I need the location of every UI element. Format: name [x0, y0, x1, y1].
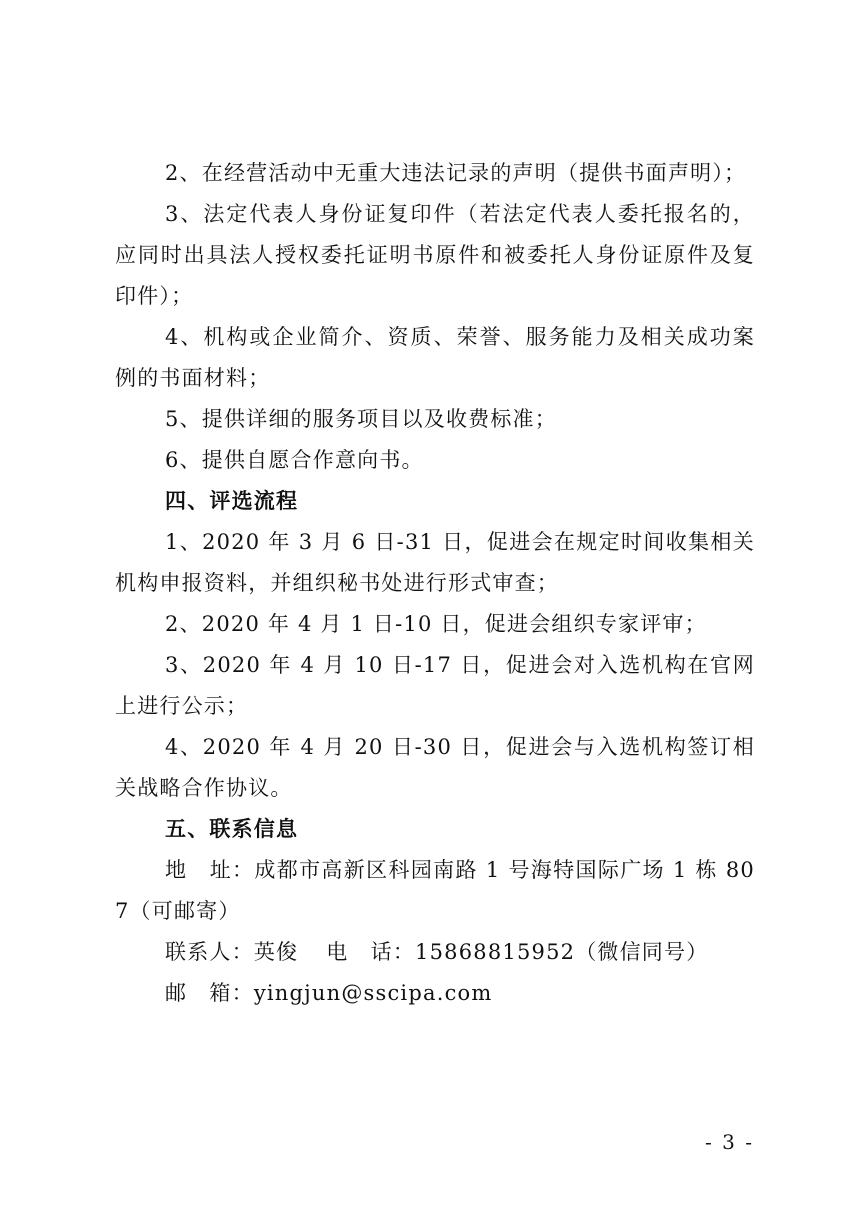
list-item: 4、机构或企业简介、资质、荣誉、服务能力及相关成功案例的书面材料；	[115, 325, 755, 390]
page-number: - 3 -	[705, 1130, 754, 1154]
contact-address	[115, 850, 755, 932]
list-item: 3、2020 年 4 月 10 日-17 日，促进会对入选机构在官网上进行公示；	[115, 653, 755, 718]
contact-email-line	[115, 973, 755, 1014]
list-item: 4、2020 年 4 月 20 日-30 日，促进会与入选机构签订相关战略合作协议。	[115, 735, 755, 800]
phone-label: 电 话：	[326, 940, 416, 964]
contact-value: 英俊	[253, 940, 299, 964]
email-value: yingjun@sscipa.com	[253, 981, 493, 1005]
list-item: 2、2020 年 4 月 1 日-10 日，促进会组织专家评审；	[165, 612, 707, 636]
list-item: 6、提供自愿合作意向书。	[165, 448, 424, 472]
contact-person-line	[115, 932, 755, 973]
address-label: 地 址：	[165, 858, 255, 882]
section-heading-contact-info: 五、联系信息	[165, 817, 299, 841]
document-body	[115, 153, 755, 1014]
list-item: 2、在经营活动中无重大违法记录的声明（提供书面声明）；	[165, 161, 747, 185]
list-item: 3、法定代表人身份证复印件（若法定代表人委托报名的，应同时出具法人授权委托证明书原件和被委托人身份证原件及复印件）；	[115, 202, 755, 308]
list-item: 1、2020 年 3 月 6 日-31 日，促进会在规定时间收集相关机构申报资料，并组织秘书处进行形式审查；	[115, 530, 755, 595]
email-label: 邮 箱：	[165, 981, 254, 1005]
contact-label: 联系人：	[165, 940, 254, 964]
list-item: 5、提供详细的服务项目以及收费标准；	[165, 407, 557, 431]
address-value: 成都市高新区科园南路 1 号海特国际广场 1 栋 807（可邮寄）	[115, 858, 755, 923]
phone-value: 15868815952（微信同号）	[415, 940, 709, 964]
section-heading-selection-process: 四、评选流程	[165, 489, 299, 513]
